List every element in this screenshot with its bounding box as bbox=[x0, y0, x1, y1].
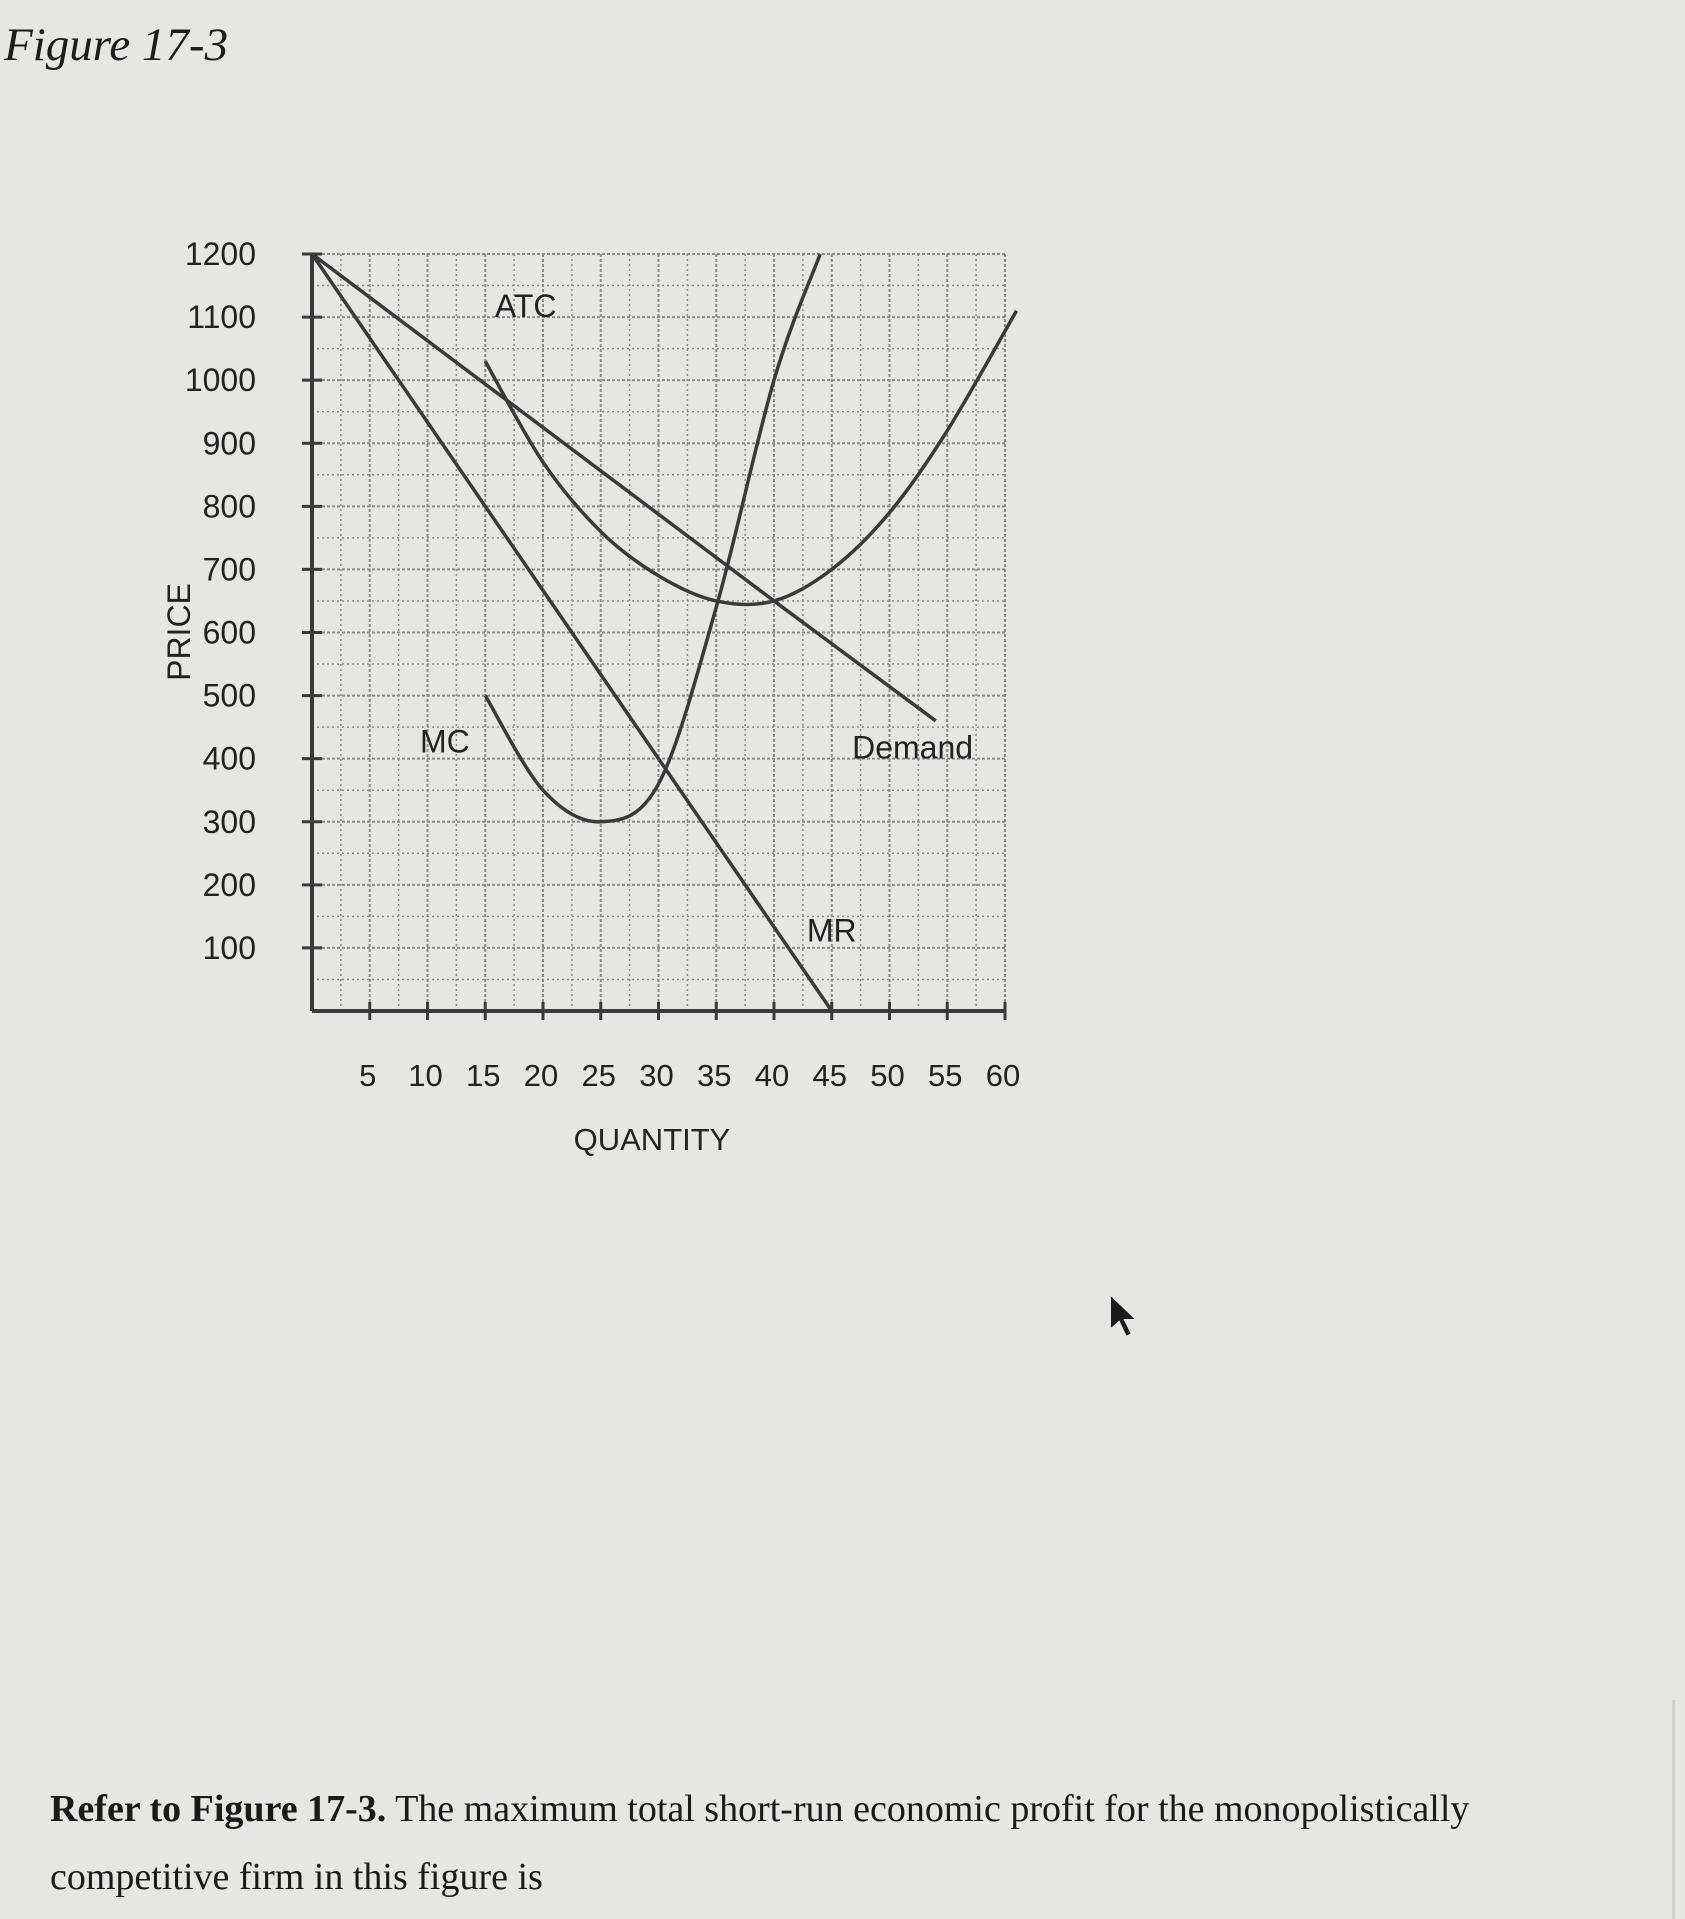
y-tick-label: 600 bbox=[202, 614, 256, 651]
series-label-atc: ATC bbox=[494, 288, 557, 325]
y-tick-label: 100 bbox=[202, 929, 256, 966]
x-axis-label: QUANTITY bbox=[573, 1122, 731, 1157]
question-figure-reference: Refer to Figure 17-3. bbox=[50, 1788, 387, 1830]
x-tick-label: 60 bbox=[985, 1058, 1021, 1093]
x-tick-label: 55 bbox=[928, 1058, 963, 1093]
mouse-pointer-icon bbox=[1108, 1292, 1142, 1340]
y-tick-label: 1000 bbox=[184, 362, 256, 399]
x-tick-label: 5 bbox=[359, 1058, 377, 1093]
curve-demand bbox=[312, 254, 936, 721]
x-tick-label: 10 bbox=[408, 1058, 443, 1093]
chart-grid bbox=[312, 254, 1005, 1011]
x-tick-label: 40 bbox=[754, 1058, 790, 1093]
y-tick-label: 1200 bbox=[184, 236, 256, 272]
x-tick-label: 35 bbox=[697, 1058, 732, 1093]
screen-edge bbox=[1672, 1700, 1675, 1919]
curve-atc bbox=[485, 311, 1016, 605]
y-tick-label: 700 bbox=[202, 551, 256, 588]
x-tick-label: 25 bbox=[581, 1058, 616, 1093]
y-tick-label: 300 bbox=[202, 803, 256, 840]
question-body: The maximum total short-run economic profit for the monopolistically competitive firm in this figure is bbox=[50, 1788, 1470, 1898]
figure-title: Figure 17-3 bbox=[4, 19, 229, 71]
x-tick-label: 50 bbox=[870, 1058, 905, 1093]
chart-labels bbox=[161, 236, 1020, 1157]
x-tick-label: 20 bbox=[523, 1058, 559, 1093]
chart-ticks bbox=[302, 254, 1005, 1020]
x-tick-label: 45 bbox=[812, 1058, 847, 1093]
y-tick-label: 500 bbox=[202, 677, 256, 714]
question-text bbox=[50, 1775, 1630, 1911]
y-tick-label: 800 bbox=[202, 488, 256, 525]
x-tick-label: 30 bbox=[639, 1058, 674, 1093]
series-label-mc: MC bbox=[419, 723, 470, 760]
x-tick-label: 15 bbox=[466, 1058, 501, 1093]
y-tick-label: 400 bbox=[202, 740, 256, 777]
series-label-mr: MR bbox=[806, 912, 857, 949]
y-tick-label: 900 bbox=[202, 425, 256, 462]
y-tick-label: 200 bbox=[202, 866, 256, 903]
y-axis-label: PRICE bbox=[161, 583, 197, 681]
series-label-demand: Demand bbox=[852, 729, 974, 766]
y-tick-label: 1100 bbox=[187, 299, 256, 336]
